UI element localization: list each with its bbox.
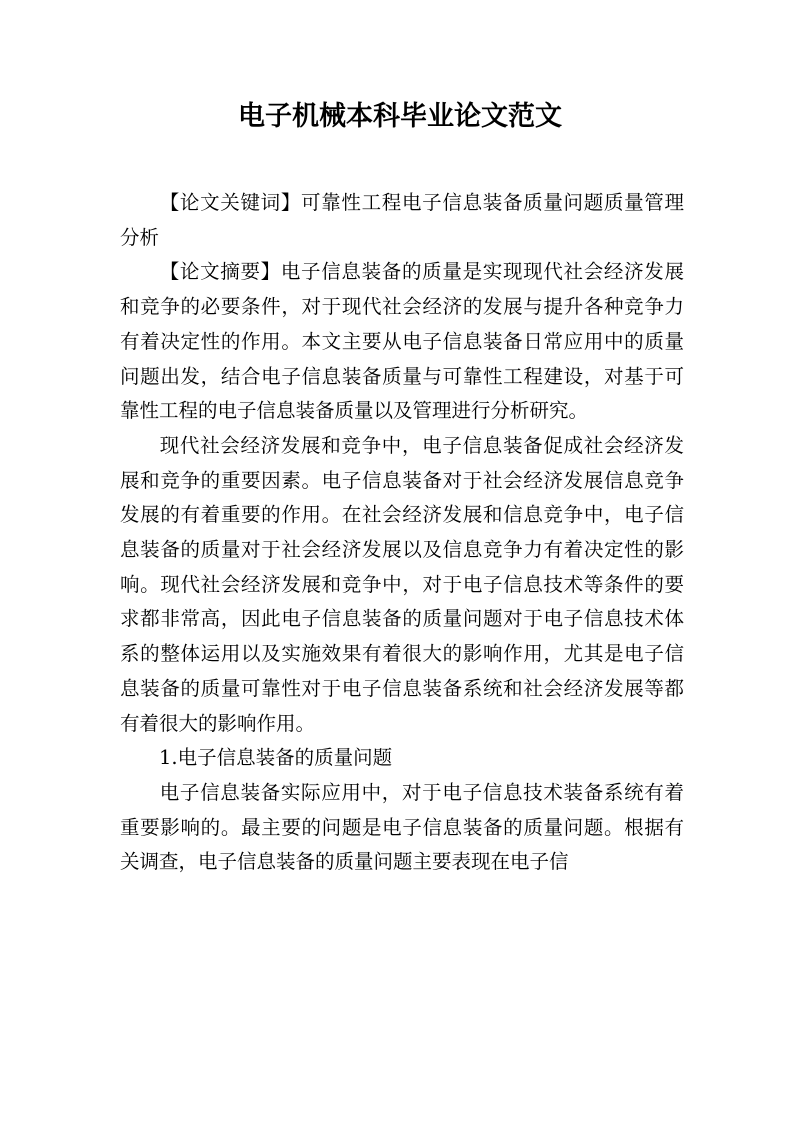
document-body	[120, 186, 684, 880]
keywords-text: 【论文关键词】可靠性工程电子信息装备质量问题质量管理分析	[120, 191, 684, 249]
intro-paragraph	[120, 429, 684, 741]
keywords-paragraph	[120, 186, 684, 255]
document-title: 电子机械本科毕业论文范文	[238, 101, 562, 132]
abstract-text: 【论文摘要】电子信息装备的质量是实现现代社会经济发展和竞争的必要条件，对于现代社会经济的发展与提升各种竞争力有着决定性的作用。本文主要从电子信息装备日常应用中的质量问题出发，结合电子信息装备质量与可靠性工程建设，对基于可靠性工程的电子信息装备质量以及管理进行分析研究。	[120, 260, 684, 423]
section-heading-text: 1.电子信息装备的质量问题	[159, 746, 393, 770]
abstract-paragraph	[120, 255, 684, 429]
section-paragraph	[120, 776, 684, 880]
section-text: 电子信息装备实际应用中，对于电子信息技术装备系统有着重要影响的。最主要的问题是电子信息装备的质量问题。根据有关调查，电子信息装备的质量问题主要表现在电子信	[120, 780, 684, 874]
intro-text: 现代社会经济发展和竞争中，电子信息装备促成社会经济发展和竞争的重要因素。电子信息装备对于社会经济发展信息竞争发展的有着重要的作用。在社会经济发展和信息竞争中，电子信息装备的质量对于社会经济发展以及信息竞争力有着决定性的影响。现代社会经济发展和竞争中，对于电子信息技术等条件的要求都非常高，因此电子信息装备的质量问题对于电子信息技术体系的整体运用以及实施效果有着很大的影响作用，尤其是电子信息装备的质量可靠性对于电子信息装备系统和社会经济发展等都有着很大的影响作用。	[120, 433, 684, 735]
section-heading	[120, 741, 684, 776]
